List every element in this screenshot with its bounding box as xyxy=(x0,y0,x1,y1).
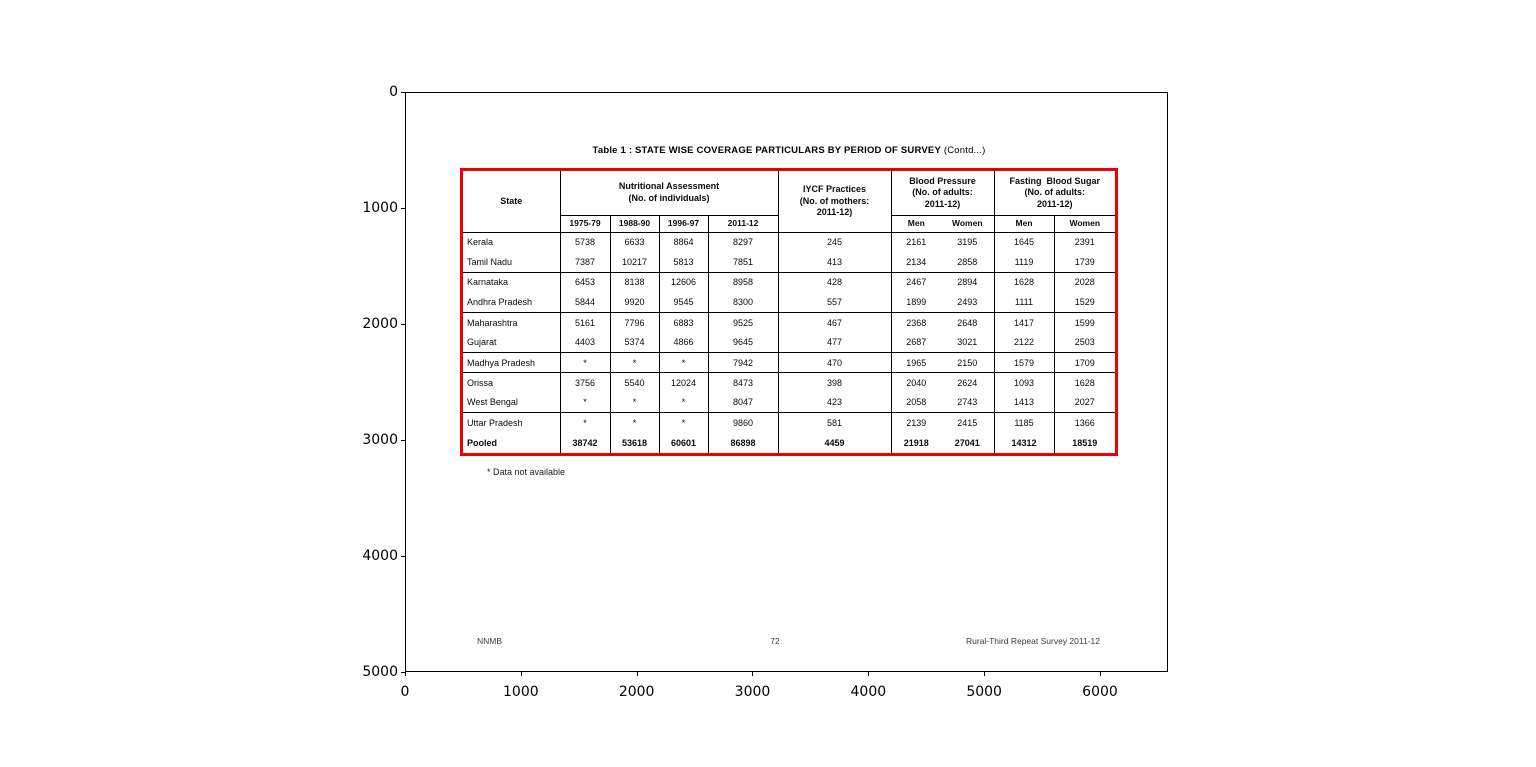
state-cell: Karnataka xyxy=(463,272,560,292)
col-header-bp-men: Men xyxy=(891,215,941,232)
footer-survey: Rural-Third Repeat Survey 2011-12 xyxy=(965,636,1100,646)
value-cell: * xyxy=(560,413,610,433)
value-cell: 2139 xyxy=(891,413,941,433)
col-header-nutritional xyxy=(560,171,778,215)
value-cell: 8958 xyxy=(708,272,778,292)
value-cell: 7942 xyxy=(708,352,778,372)
value-cell: 8138 xyxy=(610,272,659,292)
value-cell: 557 xyxy=(778,292,891,312)
state-cell: West Bengal xyxy=(463,393,560,413)
table-row xyxy=(463,232,1115,252)
table-row xyxy=(463,272,1115,292)
table-row xyxy=(463,393,1115,413)
bp-line3: 2011-12) xyxy=(924,198,961,209)
value-cell: 8864 xyxy=(659,232,708,252)
y-tick-mark xyxy=(401,324,405,325)
value-cell: * xyxy=(560,393,610,413)
value-cell: 5813 xyxy=(659,252,708,272)
y-tick-label: 4000 xyxy=(362,548,398,564)
value-cell: 477 xyxy=(778,332,891,352)
value-cell: 2040 xyxy=(891,373,941,393)
state-cell: Andhra Pradesh xyxy=(463,292,560,312)
table-row xyxy=(463,332,1115,352)
state-cell: Uttar Pradesh xyxy=(463,413,560,433)
y-tick-label: 2000 xyxy=(362,316,398,332)
value-cell: 5161 xyxy=(560,312,610,332)
value-cell: 1599 xyxy=(1054,312,1115,332)
value-cell: 423 xyxy=(778,393,891,413)
x-tick-mark xyxy=(752,672,753,676)
value-cell: 1111 xyxy=(994,292,1054,312)
value-cell: 467 xyxy=(778,312,891,332)
col-header-iycf xyxy=(778,171,891,232)
value-cell: 10217 xyxy=(610,252,659,272)
value-cell: 1709 xyxy=(1054,352,1115,372)
value-cell: 398 xyxy=(778,373,891,393)
value-cell: 1965 xyxy=(891,352,941,372)
value-cell: 2493 xyxy=(941,292,994,312)
value-cell: 1645 xyxy=(994,232,1054,252)
value-cell: 1119 xyxy=(994,252,1054,272)
value-cell: 2027 xyxy=(1074,397,1095,408)
value-cell: 12024 xyxy=(659,373,708,393)
value-cell: 5738 xyxy=(560,232,610,252)
footer-page-number: 72 xyxy=(770,636,780,646)
value-cell: * xyxy=(560,352,610,372)
table-row xyxy=(463,312,1115,332)
value-cell: 2134 xyxy=(906,256,927,267)
value-cell: 1413 xyxy=(994,393,1054,413)
value-cell: 53618 xyxy=(610,433,659,453)
value-cell: 9645 xyxy=(708,332,778,352)
fbs-line2: (No. of adults: xyxy=(1024,187,1086,197)
value-cell: 38742 xyxy=(560,433,610,453)
y-tick-label: 5000 xyxy=(362,664,398,680)
value-cell: 2058 xyxy=(906,397,927,408)
x-tick-label: 1000 xyxy=(503,684,539,700)
value-cell: 5374 xyxy=(610,332,659,352)
value-cell: 9545 xyxy=(659,292,708,312)
col-header-2011-12: 2011-12 xyxy=(708,215,778,232)
value-cell: 7851 xyxy=(708,252,778,272)
value-cell: 2858 xyxy=(941,252,994,272)
value-cell: 4459 xyxy=(778,433,891,453)
value-cell: 4403 xyxy=(560,332,610,352)
table-title xyxy=(405,145,1173,156)
value-cell: 8300 xyxy=(708,292,778,312)
value-cell: 3195 xyxy=(941,232,994,252)
x-tick-label: 2000 xyxy=(618,684,655,700)
state-cell: Madhya Pradesh xyxy=(463,352,560,372)
iycf-line3: 2011-12) xyxy=(816,207,853,217)
header-row-1 xyxy=(463,171,1115,215)
table-row xyxy=(463,352,1115,372)
table-row xyxy=(463,292,1115,312)
col-header-1975-79: 1975-79 xyxy=(560,215,610,232)
table-row xyxy=(463,413,1115,433)
y-tick-mark xyxy=(401,92,405,93)
value-cell: 1093 xyxy=(994,373,1054,393)
state-cell: Orissa xyxy=(463,373,560,393)
value-cell: 1366 xyxy=(1054,413,1115,433)
iycf-line1: IYCF Practices xyxy=(803,184,867,194)
y-tick-mark xyxy=(401,556,405,557)
state-cell: Maharashtra xyxy=(463,312,560,332)
value-cell: 7796 xyxy=(610,312,659,332)
value-cell: 1185 xyxy=(994,413,1054,433)
value-cell: 27041 xyxy=(941,433,994,453)
value-cell: 581 xyxy=(778,413,891,433)
value-cell: 8297 xyxy=(708,232,778,252)
value-cell: 1529 xyxy=(1074,297,1095,308)
value-cell: 2122 xyxy=(994,332,1054,352)
value-cell: 2743 xyxy=(941,393,994,413)
value-cell: 1628 xyxy=(994,272,1054,292)
value-cell: 7387 xyxy=(560,252,610,272)
fbs-line3: 2011-12) xyxy=(1037,198,1073,209)
value-cell: 1417 xyxy=(994,312,1054,332)
footnote: * Data not available xyxy=(487,467,566,477)
x-tick-mark xyxy=(521,672,522,676)
state-cell: Pooled xyxy=(463,433,560,453)
col-header-1996-97: 1996-97 xyxy=(659,215,708,232)
value-cell: 428 xyxy=(778,272,891,292)
value-cell: * xyxy=(659,413,708,433)
col-header-fasting-blood-sugar xyxy=(994,171,1115,215)
table-row xyxy=(463,433,1115,453)
value-cell: * xyxy=(610,393,659,413)
value-cell: 5844 xyxy=(560,292,610,312)
value-cell: 6633 xyxy=(610,232,659,252)
y-tick-label: 3000 xyxy=(362,432,398,448)
value-cell: 2648 xyxy=(941,312,994,332)
x-tick-label: 3000 xyxy=(734,684,771,700)
value-cell: 5540 xyxy=(610,373,659,393)
y-tick-mark xyxy=(401,208,405,209)
fbs-line1: Fasting Blood Sugar xyxy=(1009,175,1101,186)
iycf-line2: (No. of mothers: xyxy=(799,195,870,206)
value-cell: 18519 xyxy=(1072,437,1098,448)
value-cell: 2161 xyxy=(906,237,927,248)
x-tick-label: 0 xyxy=(400,684,410,700)
value-cell: 9525 xyxy=(708,312,778,332)
value-cell: 2624 xyxy=(941,373,994,393)
y-tick-mark xyxy=(401,440,405,441)
value-cell: 3021 xyxy=(941,332,994,352)
value-cell: 470 xyxy=(778,352,891,372)
coverage-table-frame xyxy=(460,168,1118,456)
bp-line2: (No. of adults: xyxy=(912,187,973,197)
table-row xyxy=(463,252,1115,272)
col-header-state: State xyxy=(463,171,560,232)
col-header-blood-pressure xyxy=(891,171,994,215)
bp-line1: Blood Pressure xyxy=(909,175,976,186)
col-header-fbs-men: Men xyxy=(994,215,1054,232)
value-cell: 2028 xyxy=(1054,272,1115,292)
value-cell: * xyxy=(659,352,708,372)
value-cell: 60601 xyxy=(659,433,708,453)
footer-org: NNMB xyxy=(477,636,503,646)
value-cell: 21918 xyxy=(903,437,929,448)
value-cell: 6453 xyxy=(560,272,610,292)
value-cell: 9920 xyxy=(610,292,659,312)
value-cell: * xyxy=(610,413,659,433)
x-tick-mark xyxy=(1100,672,1101,676)
value-cell: 8047 xyxy=(708,393,778,413)
col-header-1988-90: 1988-90 xyxy=(610,215,659,232)
x-tick-mark xyxy=(405,672,406,676)
value-cell: 1739 xyxy=(1074,256,1095,267)
state-cell: Tamil Nadu xyxy=(463,252,560,272)
value-cell: 2150 xyxy=(941,352,994,372)
value-cell: 2467 xyxy=(891,272,941,292)
value-cell: 4866 xyxy=(659,332,708,352)
value-cell: 245 xyxy=(778,232,891,252)
table-title-main: Table 1 : STATE WISE COVERAGE PARTICULARS BY PERIOD OF SURVEY xyxy=(592,145,941,156)
value-cell: 3756 xyxy=(560,373,610,393)
value-cell: 2687 xyxy=(906,337,927,348)
col-header-fbs-women: Women xyxy=(1054,215,1115,232)
table-title-contd: (Contd...) xyxy=(941,145,986,156)
nutritional-line1: Nutritional Assessment xyxy=(618,181,720,192)
value-cell: 6883 xyxy=(659,312,708,332)
value-cell: 12606 xyxy=(659,272,708,292)
y-tick-label: 1000 xyxy=(362,200,398,216)
value-cell: * xyxy=(659,393,708,413)
x-tick-mark xyxy=(984,672,985,676)
value-cell: 2415 xyxy=(941,413,994,433)
y-tick-label: 0 xyxy=(389,84,398,100)
value-cell: 2894 xyxy=(941,272,994,292)
x-tick-label: 5000 xyxy=(966,684,1002,700)
x-tick-mark xyxy=(637,672,638,676)
col-header-bp-women: Women xyxy=(941,215,994,232)
value-cell: 2368 xyxy=(891,312,941,332)
value-cell: 2391 xyxy=(1074,237,1095,248)
value-cell: 1579 xyxy=(994,352,1054,372)
value-cell: 8473 xyxy=(708,373,778,393)
value-cell: 9860 xyxy=(708,413,778,433)
x-tick-label: 6000 xyxy=(1082,684,1118,700)
x-tick-mark xyxy=(868,672,869,676)
x-tick-label: 4000 xyxy=(850,684,887,700)
value-cell: 1899 xyxy=(906,297,927,308)
value-cell: * xyxy=(610,352,659,372)
coverage-table xyxy=(463,171,1115,453)
value-cell: 2503 xyxy=(1074,337,1095,348)
nutritional-line2: (No. of individuals) xyxy=(628,192,710,203)
value-cell: 413 xyxy=(778,252,891,272)
value-cell: 1628 xyxy=(1054,373,1115,393)
table-row xyxy=(463,373,1115,393)
state-cell: Kerala xyxy=(463,232,560,252)
value-cell: 86898 xyxy=(708,433,778,453)
value-cell: 14312 xyxy=(994,433,1054,453)
state-cell: Gujarat xyxy=(463,332,560,352)
